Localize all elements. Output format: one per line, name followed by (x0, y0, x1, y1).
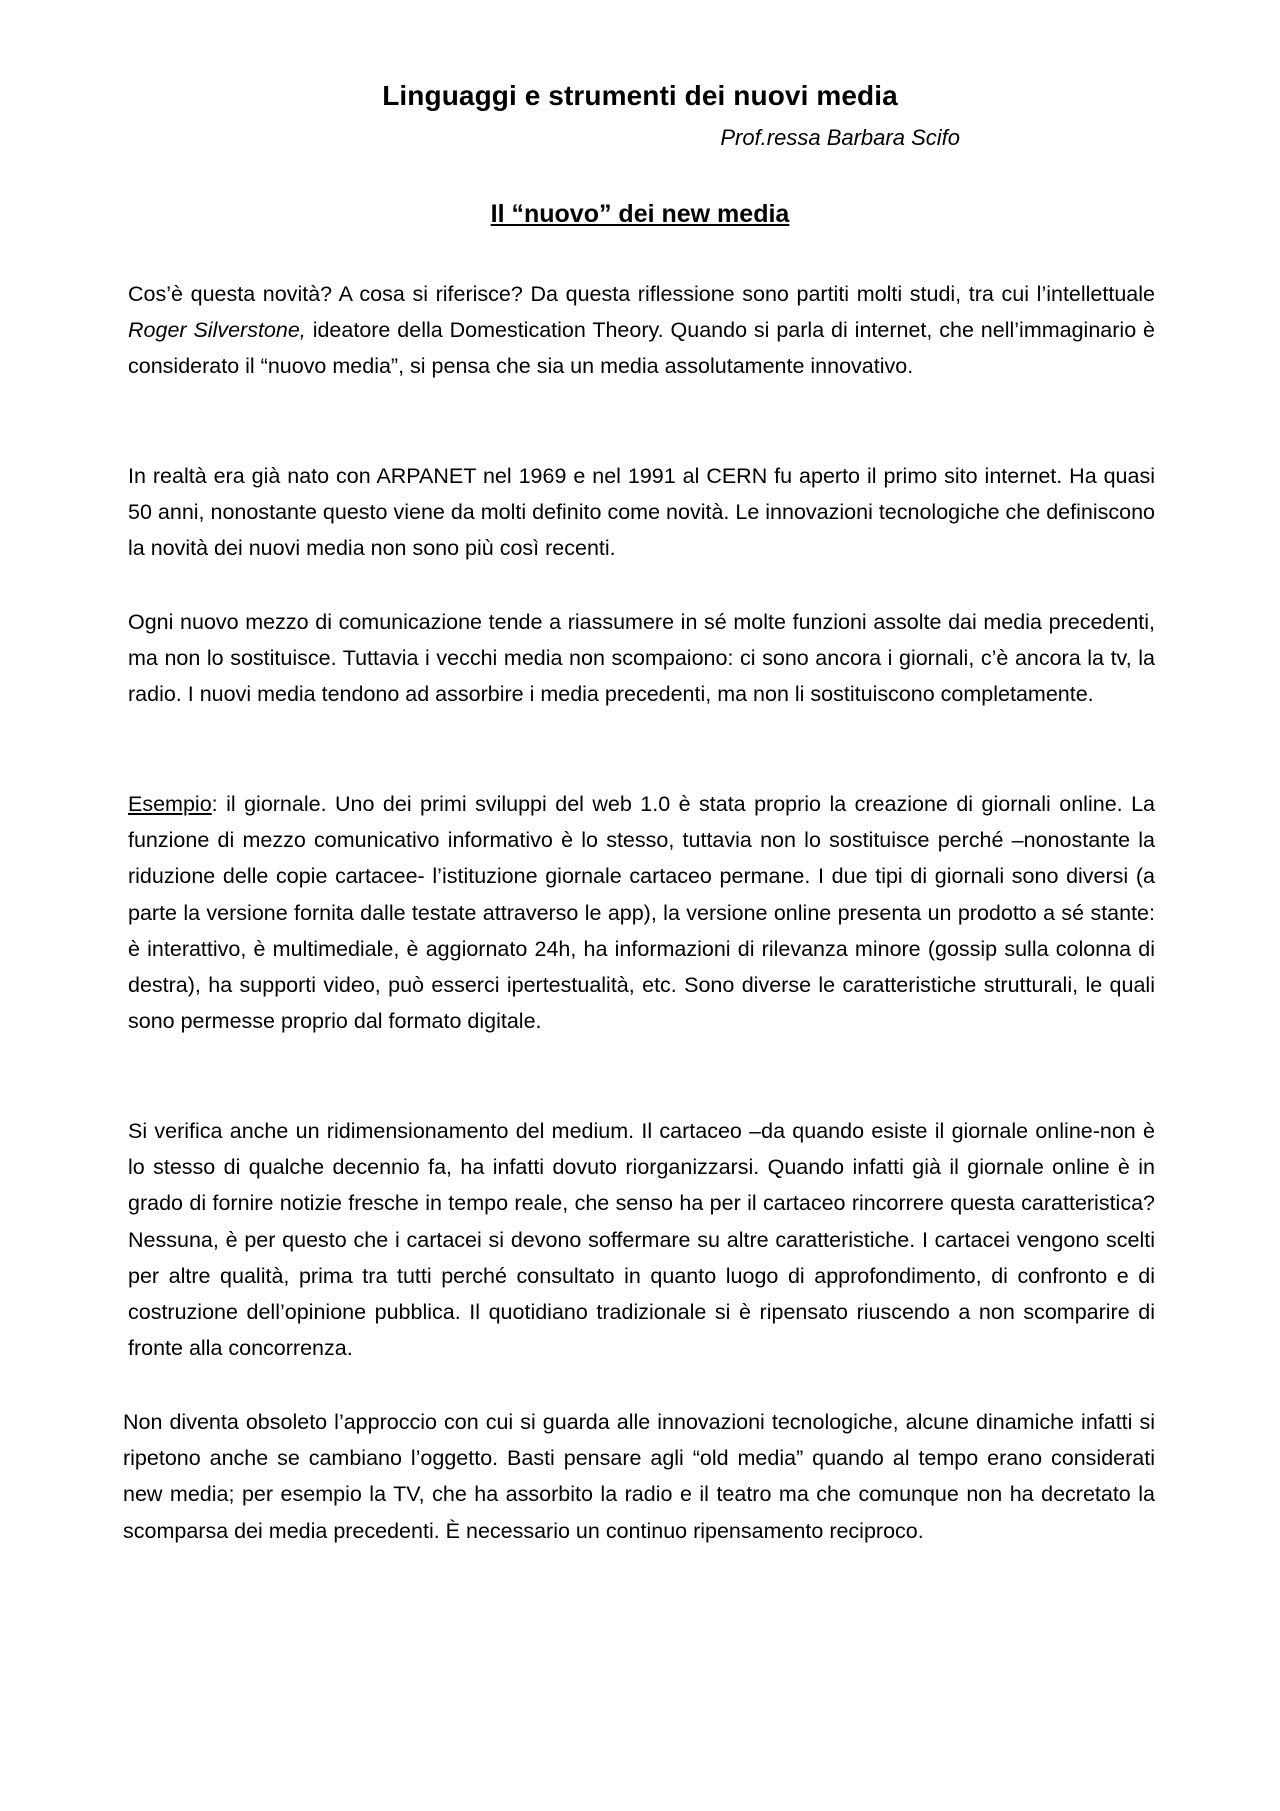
author-reference: Roger Silverstone, (128, 318, 306, 343)
author-name: Prof.ressa Barbara Scifo (720, 125, 960, 150)
paragraph-example (128, 786, 1155, 1039)
example-text: : il giornale. Uno dei primi sviluppi del web 1.0 è stata proprio la creazione di giornali online. La funzione di mezzo comunicativo informativo è lo stesso, tuttavia non lo sostituisce perché –nonostante la riduzione delle copie cartacee- l’istituzione giornale cartaceo permane. I due tipi di giornali sono diversi (a parte la versione fornita dalle testate attraverso le app), la versione online presenta un prodotto a sé stante: è interattivo, è multimediale, è aggiornato 24h, ha informazioni di rilevanza minore (gossip sulla colonna di destra), ha supporti video, può esserci ipertestualità, etc. Sono diverse le caratteristiche strutturali, le quali sono permesse proprio dal formato digitale. (128, 792, 1155, 1034)
paragraph-intro-text-b: ideatore della Domestication Theory. Quando si parla di internet, che nell’immaginario è considerato il “nuovo media”, si pensa che sia un media assolutamente innovativo. (128, 318, 1155, 379)
paragraph-resizing: Si verifica anche un ridimensionamento del medium. Il cartaceo –da quando esiste il giornale online-non è lo stesso di qualche decennio fa, ha infatti dovuto riorganizzarsi. Quando infatti già il giornale online è in grado di fornire notizie fresche in tempo reale, che senso ha per il cartaceo rincorrere questa caratteristica? Nessuna, è per questo che i cartacei si devono soffermare su altre caratteristiche. I cartacei vengono scelti per altre qualità, prima tra tutti perché consultato in quanto luogo di approfondimento, di confronto e di costruzione dell’opinione pubblica. Il quotidiano tradizionale si è ripensato riuscendo a non scomparire di fronte alla concorrenza. (128, 1119, 1155, 1361)
paragraph-media-functions: Ogni nuovo mezzo di comunicazione tende a riassumere in sé molte funzioni assolte dai media precedenti, ma non lo sostituisce. Tuttavia i vecchi media non scompaiono: ci sono ancora i giornali, c’è ancora la tv, la radio. I nuovi media tendono ad assorbire i media precedenti, ma non li sostituiscono completamente. (128, 610, 1155, 707)
section-title: Il “nuovo” dei new media (490, 200, 790, 228)
example-label: Esempio (128, 792, 212, 816)
paragraph-conclusion: Non diventa obsoleto l’approccio con cui si guarda alle innovazioni tecnologiche, alcune dinamiche infatti si ripetono anche se cambiano l’oggetto. Basti pensare agli “old media” quando al tempo erano considerati new media; per esempio la TV, che ha assorbito la radio e il teatro ma che comunque non ha decretato la scomparsa dei media precedenti. È necessario un continuo ripensamento reciproco. (123, 1410, 1155, 1543)
paragraph-history: In realtà era già nato con ARPANET nel 1969 e nel 1991 al CERN fu aperto il primo sito internet. Ha quasi 50 anni, nonostante questo viene da molti definito come novità. Le innovazioni tecnologiche che definiscono la novità dei nuovi media non sono più così recenti. (128, 464, 1155, 561)
document-title: Linguaggi e strumenti dei nuovi media (382, 80, 898, 111)
paragraph-intro (128, 276, 1155, 385)
paragraph-intro-text-a: Cos’è questa novità? A cosa si riferisce? Da questa riflessione sono partiti molti studi, tra cui l’intellettuale (128, 282, 1155, 306)
